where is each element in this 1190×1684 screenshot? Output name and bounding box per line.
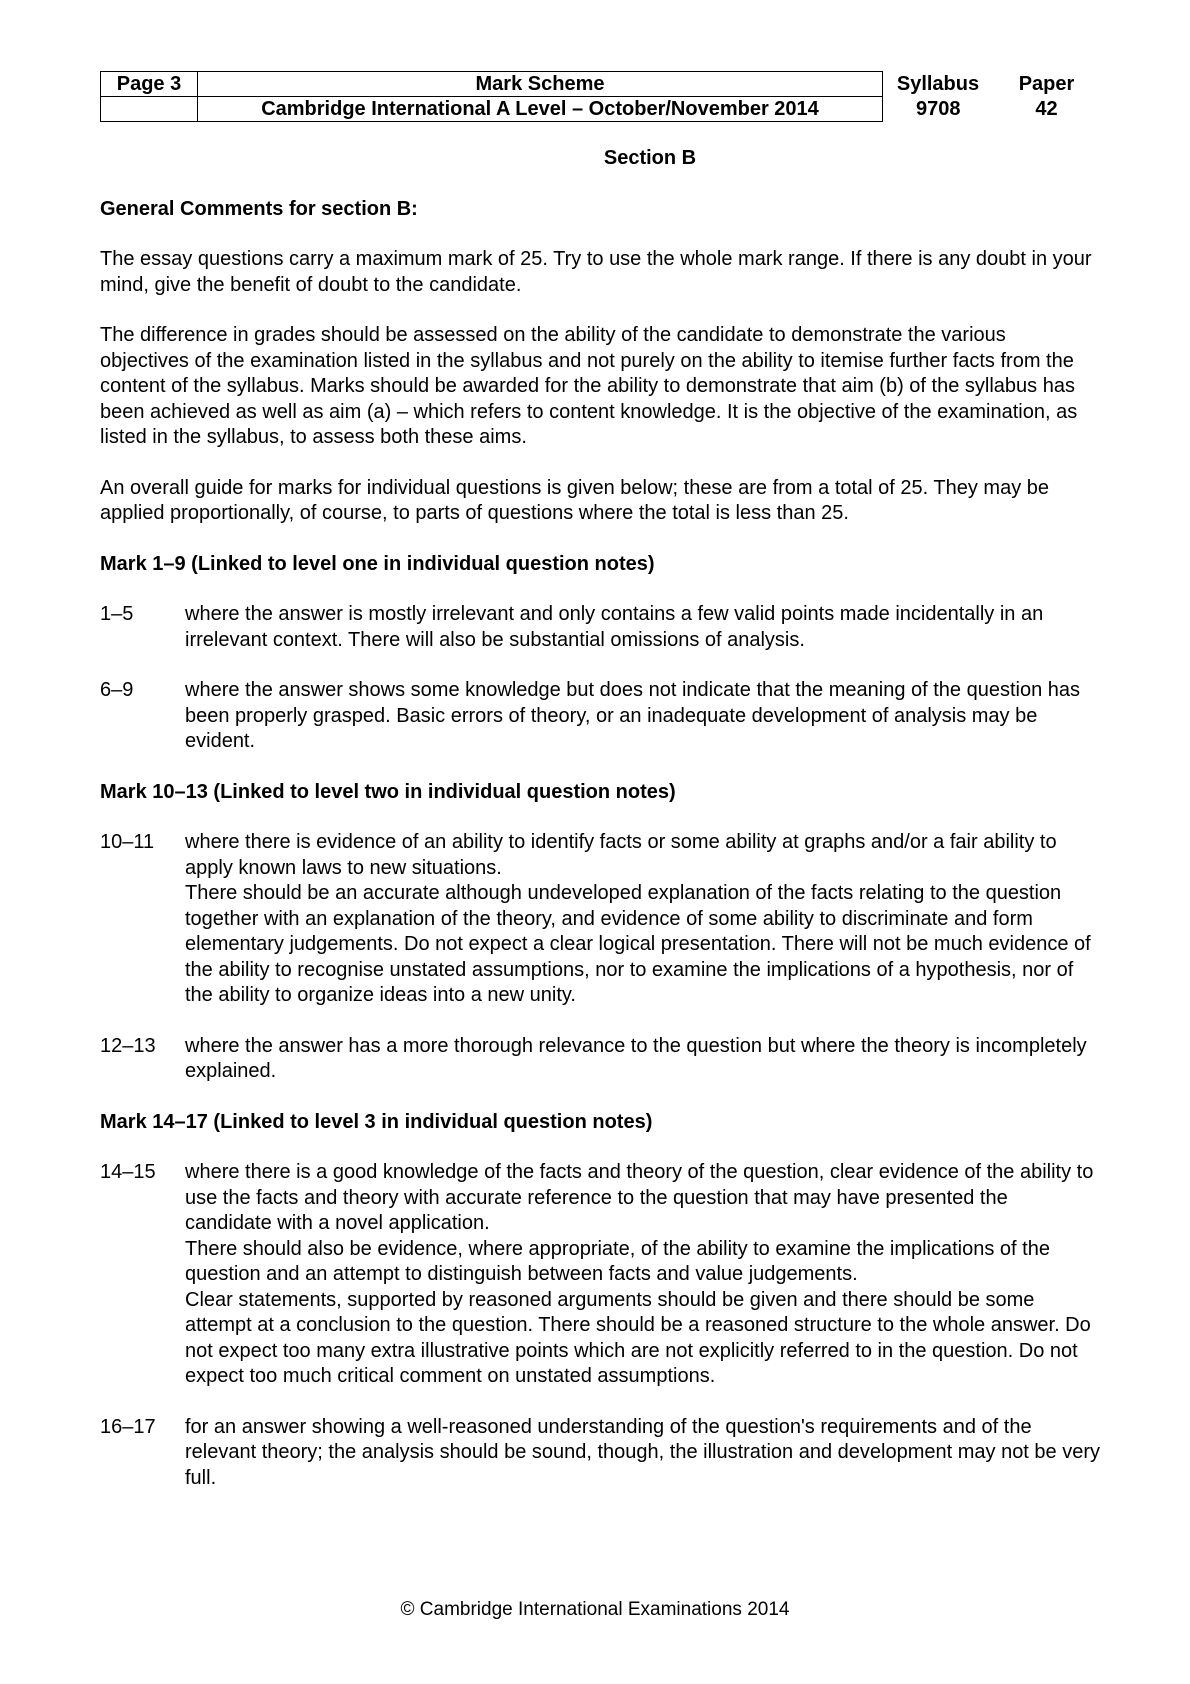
band-heading: Mark 14–17 (Linked to level 3 in individual question notes) [100, 1110, 653, 1133]
mark-description [185, 678, 1100, 755]
description-line: Clear statements, supported by reasoned arguments should be given and there should be some attempt at a conclusion to the question. There should be a reasoned structure to the whole answer. Do not expect too many extra illustrative points which are not explicitly referred to in the question. Do not expect too much critical comment on unstated assumptions. [185, 1288, 1091, 1387]
mark-range: 6–9 [100, 679, 134, 701]
mark-range: 14–15 [100, 1161, 156, 1183]
description-line: There should also be evidence, where appropriate, of the ability to examine the implications of the question and an attempt to distinguish between facts and value judgements. [185, 1237, 1050, 1285]
description-line: where the answer is mostly irrelevant and only contains a few valid points made incidentally in an irrelevant context. There will also be substantial omissions of analysis. [185, 603, 1044, 651]
mark-item [100, 1415, 1100, 1492]
mark-range: 12–13 [100, 1034, 156, 1057]
header-table [100, 71, 1100, 122]
description-line: where the answer has a more thorough relevance to the question but where the theory is incompletely explained. [185, 1034, 1087, 1082]
mark-description [185, 1415, 1100, 1492]
page-number: Page 3 [101, 72, 198, 97]
mark-item [100, 602, 1100, 653]
description-line: where there is evidence of an ability to identify facts or some ability at graphs and/or a fair ability to apply known laws to new situations. [185, 831, 1057, 879]
paper-value: 42 [1035, 98, 1058, 120]
mark-item [100, 1034, 1100, 1085]
mark-range: 10–11 [100, 831, 155, 853]
band-heading: Mark 10–13 (Linked to level two in individual question notes) [100, 780, 676, 803]
paper-label: Paper [1018, 73, 1075, 95]
page-number-blank [101, 97, 198, 122]
mark-item [100, 678, 1100, 755]
mark-description [185, 1160, 1100, 1390]
document-page [100, 71, 1100, 1491]
description-line: where there is a good knowledge of the facts and theory of the question, clear evidence of the ability to use the facts and theory with accurate reference to the question that may have presented the candidate with a novel application. [185, 1161, 1094, 1234]
description-line: There should be an accurate although undeveloped explanation of the facts relating to the question together with an explanation of the theory, and evidence of some ability to discriminate and form elementary judgements. Do not expect a clear logical presentation. There will not be much evidence of the ability to recognise unstated assumptions, nor to examine the implications of a hypothesis, nor of the ability to organize ideas into a new unity. [185, 882, 1091, 1006]
description-line: for an answer showing a well-reasoned understanding of the question's requirements and of the relevant theory; the analysis should be sound, though, the illustration and development may not be very full. [185, 1415, 1101, 1489]
document-title: Mark Scheme [198, 72, 883, 97]
general-heading: General Comments for section B: [100, 197, 418, 220]
mark-range: 1–5 [100, 603, 134, 625]
copyright-footer: © Cambridge International Examinations 2014 [400, 1599, 790, 1620]
band-heading: Mark 1–9 (Linked to level one in individual question notes) [100, 552, 655, 575]
syllabus-label: Syllabus [896, 73, 980, 95]
mark-description [185, 1034, 1100, 1085]
paragraph: The difference in grades should be assessed on the ability of the candidate to demonstrate the various objectives of the examination listed in the syllabus and not purely on the ability to itemise further facts from the content of the syllabus. Marks should be awarded for the ability to demonstrate that aim (b) of the syllabus has been achieved as well as aim (a) – which refers to content knowledge. It is the objective of the examination, as listed in the syllabus, to assess both these aims. [100, 324, 1078, 448]
syllabus-value: 9708 [916, 98, 961, 120]
document-subtitle: Cambridge International A Level – October/November 2014 [198, 97, 883, 122]
mark-item [100, 1160, 1100, 1390]
section-title: Section B [603, 147, 697, 169]
mark-range: 16–17 [100, 1415, 156, 1438]
paragraph: An overall guide for marks for individual questions is given below; these are from a total of 25. They may be applied proportionally, of course, to parts of questions where the total is less than 25. [100, 476, 1050, 524]
description-line: where the answer shows some knowledge but does not indicate that the meaning of the question has been properly grasped. Basic errors of theory, or an inadequate development of analysis may be evident. [185, 679, 1081, 752]
mark-description [185, 830, 1100, 1009]
paragraph: The essay questions carry a maximum mark of 25. Try to use the whole mark range. If there is any doubt in your mind, give the benefit of doubt to the candidate. [100, 248, 1092, 296]
mark-item [100, 830, 1100, 1009]
mark-description [185, 602, 1100, 653]
